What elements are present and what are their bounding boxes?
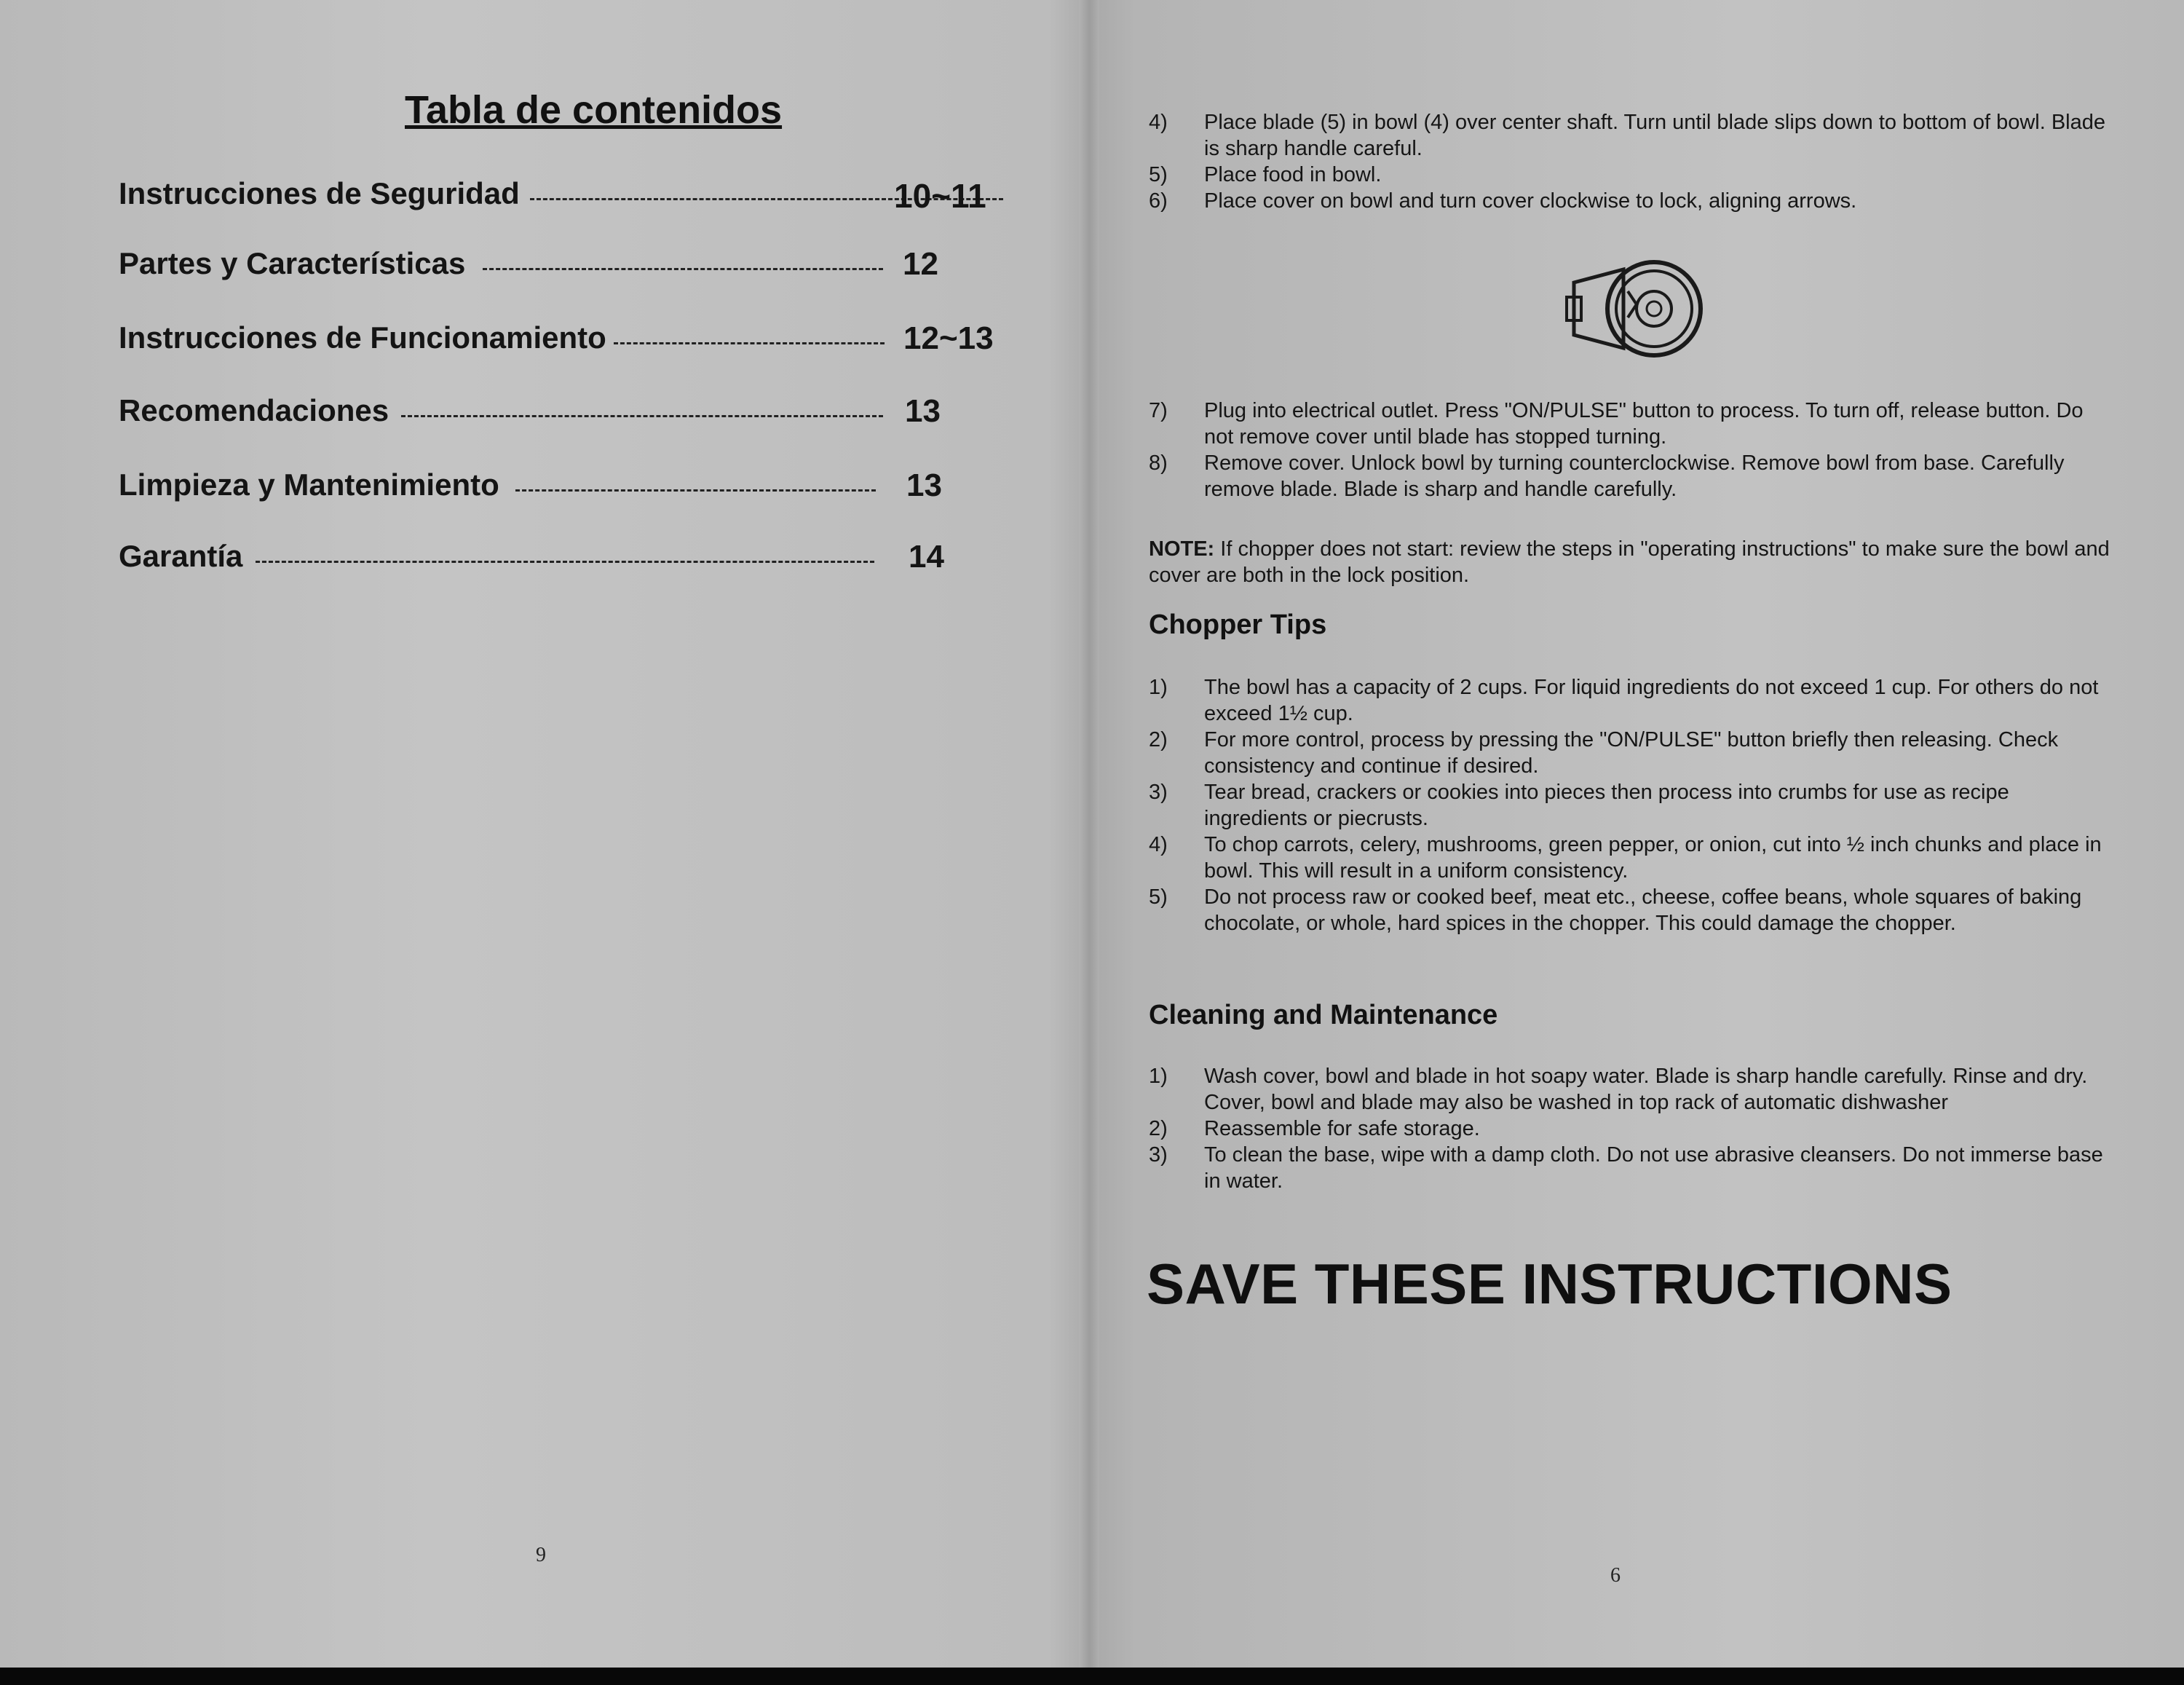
list-item	[1149, 162, 2110, 188]
toc-page: 14	[909, 539, 944, 575]
list-text: Tear bread, crackers or cookies into pieces then process into crumbs for use as recipe ingredients or piecrusts.	[1204, 781, 2009, 830]
list-text: Place blade (5) in bowl (4) over center shaft. Turn until blade slips down to bottom of bowl. Blade is sharp handle careful.	[1204, 111, 2105, 160]
toc-row	[119, 393, 992, 437]
toc-label: Recomendaciones	[119, 393, 389, 427]
list-item	[1149, 1116, 2110, 1142]
chopper-lock-diagram-icon	[1564, 256, 1711, 361]
steps-mid	[1149, 398, 2110, 502]
page-number-left: 9	[536, 1544, 546, 1566]
list-number: 4)	[1149, 111, 1168, 134]
list-number: 6)	[1149, 189, 1168, 213]
list-number: 3)	[1149, 781, 1168, 804]
list-item	[1149, 1142, 2110, 1194]
scan-bottom-band	[0, 1668, 2184, 1685]
toc-leader	[515, 489, 876, 492]
list-text: Do not process raw or cooked beef, meat etc., cheese, coffee beans, whole squares of baking chocolate, or whole, hard spices in the chopper. This could damage the chopper.	[1204, 885, 2082, 935]
list-number: 8)	[1149, 451, 1168, 475]
toc-leader	[614, 342, 885, 344]
toc-row	[119, 320, 992, 364]
toc-row	[119, 176, 992, 220]
toc-leader	[483, 268, 883, 270]
toc-row	[119, 539, 992, 583]
list-item	[1149, 832, 2110, 884]
list-text: Place food in bowl.	[1204, 163, 1382, 186]
list-text: To clean the base, wipe with a damp cloth. Do not use abrasive cleansers. Do not immerse base in water.	[1204, 1143, 2103, 1193]
list-number: 4)	[1149, 833, 1168, 856]
list-text: Reassemble for safe storage.	[1204, 1117, 1480, 1140]
note-label: NOTE:	[1149, 537, 1215, 561]
toc-row	[119, 467, 992, 511]
chopper-tips-heading: Chopper Tips	[1149, 609, 1327, 640]
note-text: If chopper does not start: review the steps in "operating instructions" to make sure the bowl and cover are both in the lock position.	[1149, 537, 2110, 587]
toc-label: Garantía	[119, 539, 243, 573]
list-text: Plug into electrical outlet. Press "ON/PULSE" button to process. To turn off, release button. Do not remove cover until blade has stopped turning.	[1204, 399, 2084, 449]
cleaning-heading: Cleaning and Maintenance	[1149, 1000, 1498, 1030]
cleaning-list	[1149, 1063, 2110, 1194]
toc-page: 13	[906, 467, 942, 503]
toc-label: Instrucciones de Seguridad	[119, 176, 520, 210]
list-item	[1149, 727, 2110, 779]
list-number: 1)	[1149, 676, 1168, 699]
toc-label: Partes y Características	[119, 246, 466, 280]
page-number-right: 6	[1610, 1564, 1621, 1587]
toc-row	[119, 246, 992, 290]
list-number: 7)	[1149, 399, 1168, 422]
list-item	[1149, 779, 2110, 832]
list-number: 2)	[1149, 1117, 1168, 1140]
toc-page: 12	[903, 246, 938, 282]
list-number: 3)	[1149, 1143, 1168, 1167]
note-paragraph	[1149, 536, 2110, 588]
toc-leader	[256, 561, 874, 563]
steps-top	[1149, 109, 2110, 214]
list-text: To chop carrots, celery, mushrooms, green pepper, or onion, cut into ½ inch chunks and place in bowl. This will result in a uniform consistency.	[1204, 833, 2102, 883]
save-instructions-heading: SAVE THESE INSTRUCTIONS	[1147, 1252, 1952, 1316]
chopper-tips-list	[1149, 674, 2110, 936]
list-item	[1149, 188, 2110, 214]
toc-label: Instrucciones de Funcionamiento	[119, 320, 606, 355]
list-item	[1149, 884, 2110, 936]
list-text: For more control, process by pressing the "ON/PULSE" button briefly then releasing. Check consistency and continue if desired.	[1204, 728, 2059, 778]
toc-page: 12~13	[903, 320, 994, 356]
toc-title: Tabla de contenidos	[405, 88, 783, 132]
list-item	[1149, 109, 2110, 162]
list-item	[1149, 450, 2110, 502]
list-text: Remove cover. Unlock bowl by turning counterclockwise. Remove bowl from base. Carefully remove blade. Blade is sharp and handle carefully.	[1204, 451, 2065, 501]
toc-page: 13	[905, 393, 941, 429]
toc-page: 10~11	[894, 177, 986, 215]
list-item	[1149, 674, 2110, 727]
toc-label: Limpieza y Mantenimiento	[119, 467, 499, 502]
list-item	[1149, 398, 2110, 450]
list-number: 1)	[1149, 1065, 1168, 1088]
list-number: 5)	[1149, 163, 1168, 186]
list-text: Wash cover, bowl and blade in hot soapy water. Blade is sharp handle carefully. Rinse and dry. Cover, bowl and blade may also be washed in top rack of automatic dishwasher	[1204, 1065, 2088, 1114]
list-number: 2)	[1149, 728, 1168, 751]
list-text: Place cover on bowl and turn cover clockwise to lock, aligning arrows.	[1204, 189, 1857, 213]
list-number: 5)	[1149, 885, 1168, 909]
toc-leader	[401, 415, 883, 417]
page-fold	[1079, 0, 1099, 1668]
list-text: The bowl has a capacity of 2 cups. For liquid ingredients do not exceed 1 cup. For others do not exceed 1½ cup.	[1204, 676, 2099, 725]
list-item	[1149, 1063, 2110, 1116]
